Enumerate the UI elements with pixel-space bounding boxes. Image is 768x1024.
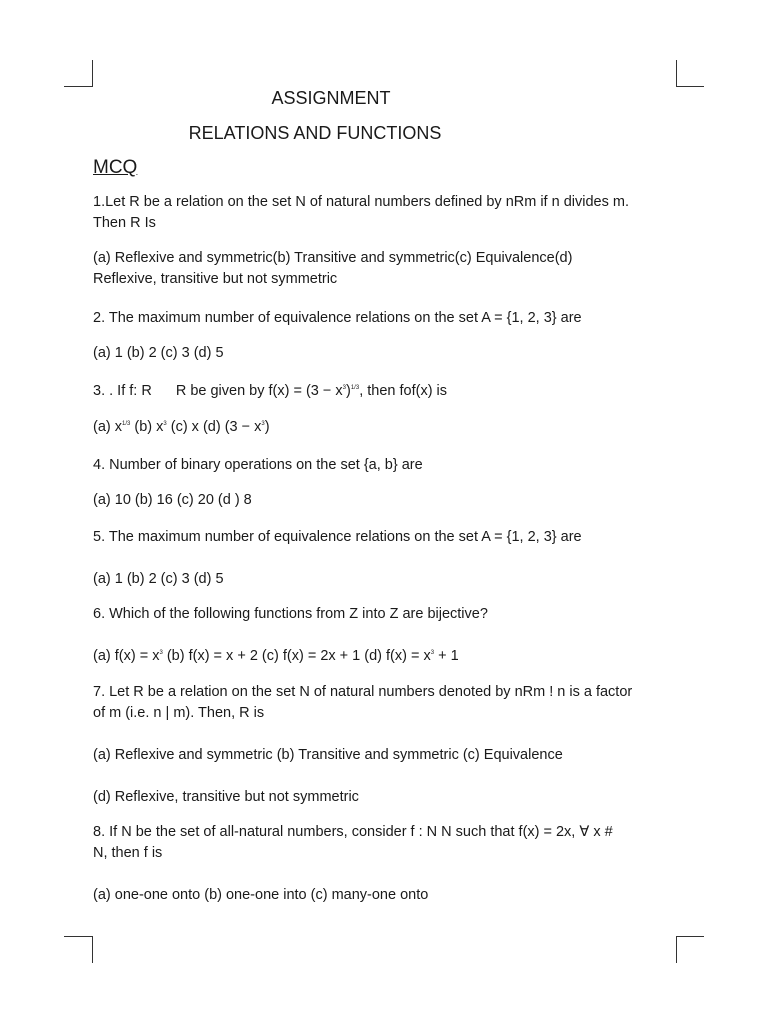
crop-mark-top-right-horizontal bbox=[676, 86, 704, 87]
question-5-text: 5. The maximum number of equivalence relations on the set A = {1, 2, 3} are bbox=[93, 529, 582, 545]
page-subtitle: RELATIONS AND FUNCTIONS bbox=[188, 123, 442, 143]
question-3-option-a: (a) x bbox=[93, 419, 122, 435]
question-7-options-cont: (d) Reflexive, transitive but not symmetric bbox=[93, 789, 359, 805]
question-3-part-b: R be given by f(x) = (3 − x bbox=[175, 383, 343, 399]
superscript-3: 3 bbox=[430, 650, 435, 656]
question-2-text: 2. The maximum number of equivalence relations on the set A = {1, 2, 3} are bbox=[93, 310, 582, 326]
question-3-option-end: ) bbox=[264, 419, 270, 435]
question-7-text: 7. Let R be a relation on the set N of natural numbers denoted by nRm ! n is a factor bbox=[93, 684, 633, 700]
crop-mark-bottom-left-vertical bbox=[92, 936, 93, 963]
crop-mark-bottom-left-horizontal bbox=[64, 936, 93, 937]
superscript-3: 3 bbox=[342, 385, 346, 391]
question-1-text-cont: Then R Is bbox=[93, 215, 156, 231]
section-heading-mcq: MCQ bbox=[93, 157, 138, 178]
superscript-1-3: 1/3 bbox=[350, 385, 360, 391]
question-6-option-bcd: (b) f(x) = x + 2 (c) f(x) = 2x + 1 (d) f(x) = x bbox=[162, 648, 431, 664]
question-3-part-c: ) bbox=[346, 383, 351, 399]
question-7-text-cont: of m (i.e. n | m). Then, R is bbox=[93, 705, 265, 721]
question-8-text-cont: N, then f is bbox=[93, 845, 163, 861]
crop-mark-top-left-vertical bbox=[92, 60, 93, 86]
question-8-text: 8. If N be the set of all-natural numbers, consider f : N N such that f(x) = 2x, ∀ x # bbox=[93, 824, 613, 840]
superscript-1-3: 1/3 bbox=[122, 421, 131, 427]
crop-mark-bottom-right-horizontal bbox=[676, 936, 704, 937]
question-7-options: (a) Reflexive and symmetric (b) Transitive and symmetric (c) Equivalence bbox=[93, 747, 563, 763]
question-6-option-end: + 1 bbox=[434, 648, 459, 664]
question-1-options-cont: Reflexive, transitive but not symmetric bbox=[93, 271, 338, 287]
question-3-part-a: 3. . If f: R bbox=[93, 383, 152, 399]
question-6-options bbox=[93, 646, 459, 667]
superscript-3: 3 bbox=[159, 650, 163, 656]
superscript-3: 3 bbox=[163, 421, 167, 427]
crop-mark-top-left-horizontal bbox=[64, 86, 93, 87]
question-3-options bbox=[93, 417, 270, 438]
question-6-option-a: (a) f(x) = x bbox=[93, 648, 160, 664]
question-3-option-cd: (c) x (d) (3 − x bbox=[166, 419, 262, 435]
question-3-option-b: (b) x bbox=[130, 419, 164, 435]
question-8-options: (a) one-one onto (b) one-one into (c) many-one onto bbox=[93, 887, 429, 903]
question-1-options: (a) Reflexive and symmetric(b) Transitive and symmetric(c) Equivalence(d) bbox=[93, 250, 573, 266]
question-3-text bbox=[93, 381, 447, 402]
question-6-text: 6. Which of the following functions from Z into Z are bijective? bbox=[93, 606, 488, 622]
superscript-3: 3 bbox=[261, 421, 265, 427]
crop-mark-top-right-vertical bbox=[676, 60, 677, 86]
question-4-options: (a) 10 (b) 16 (c) 20 (d ) 8 bbox=[93, 492, 252, 508]
question-4-text: 4. Number of binary operations on the set {a, b} are bbox=[93, 457, 423, 473]
question-2-options: (a) 1 (b) 2 (c) 3 (d) 5 bbox=[93, 345, 224, 361]
question-5-options: (a) 1 (b) 2 (c) 3 (d) 5 bbox=[93, 571, 224, 587]
crop-mark-bottom-right-vertical bbox=[676, 936, 677, 963]
page-title: ASSIGNMENT bbox=[271, 88, 391, 108]
question-1-text: 1.Let R be a relation on the set N of natural numbers defined by nRm if n divides m. bbox=[93, 194, 629, 210]
question-3-part-d: , then fof(x) is bbox=[359, 383, 448, 399]
